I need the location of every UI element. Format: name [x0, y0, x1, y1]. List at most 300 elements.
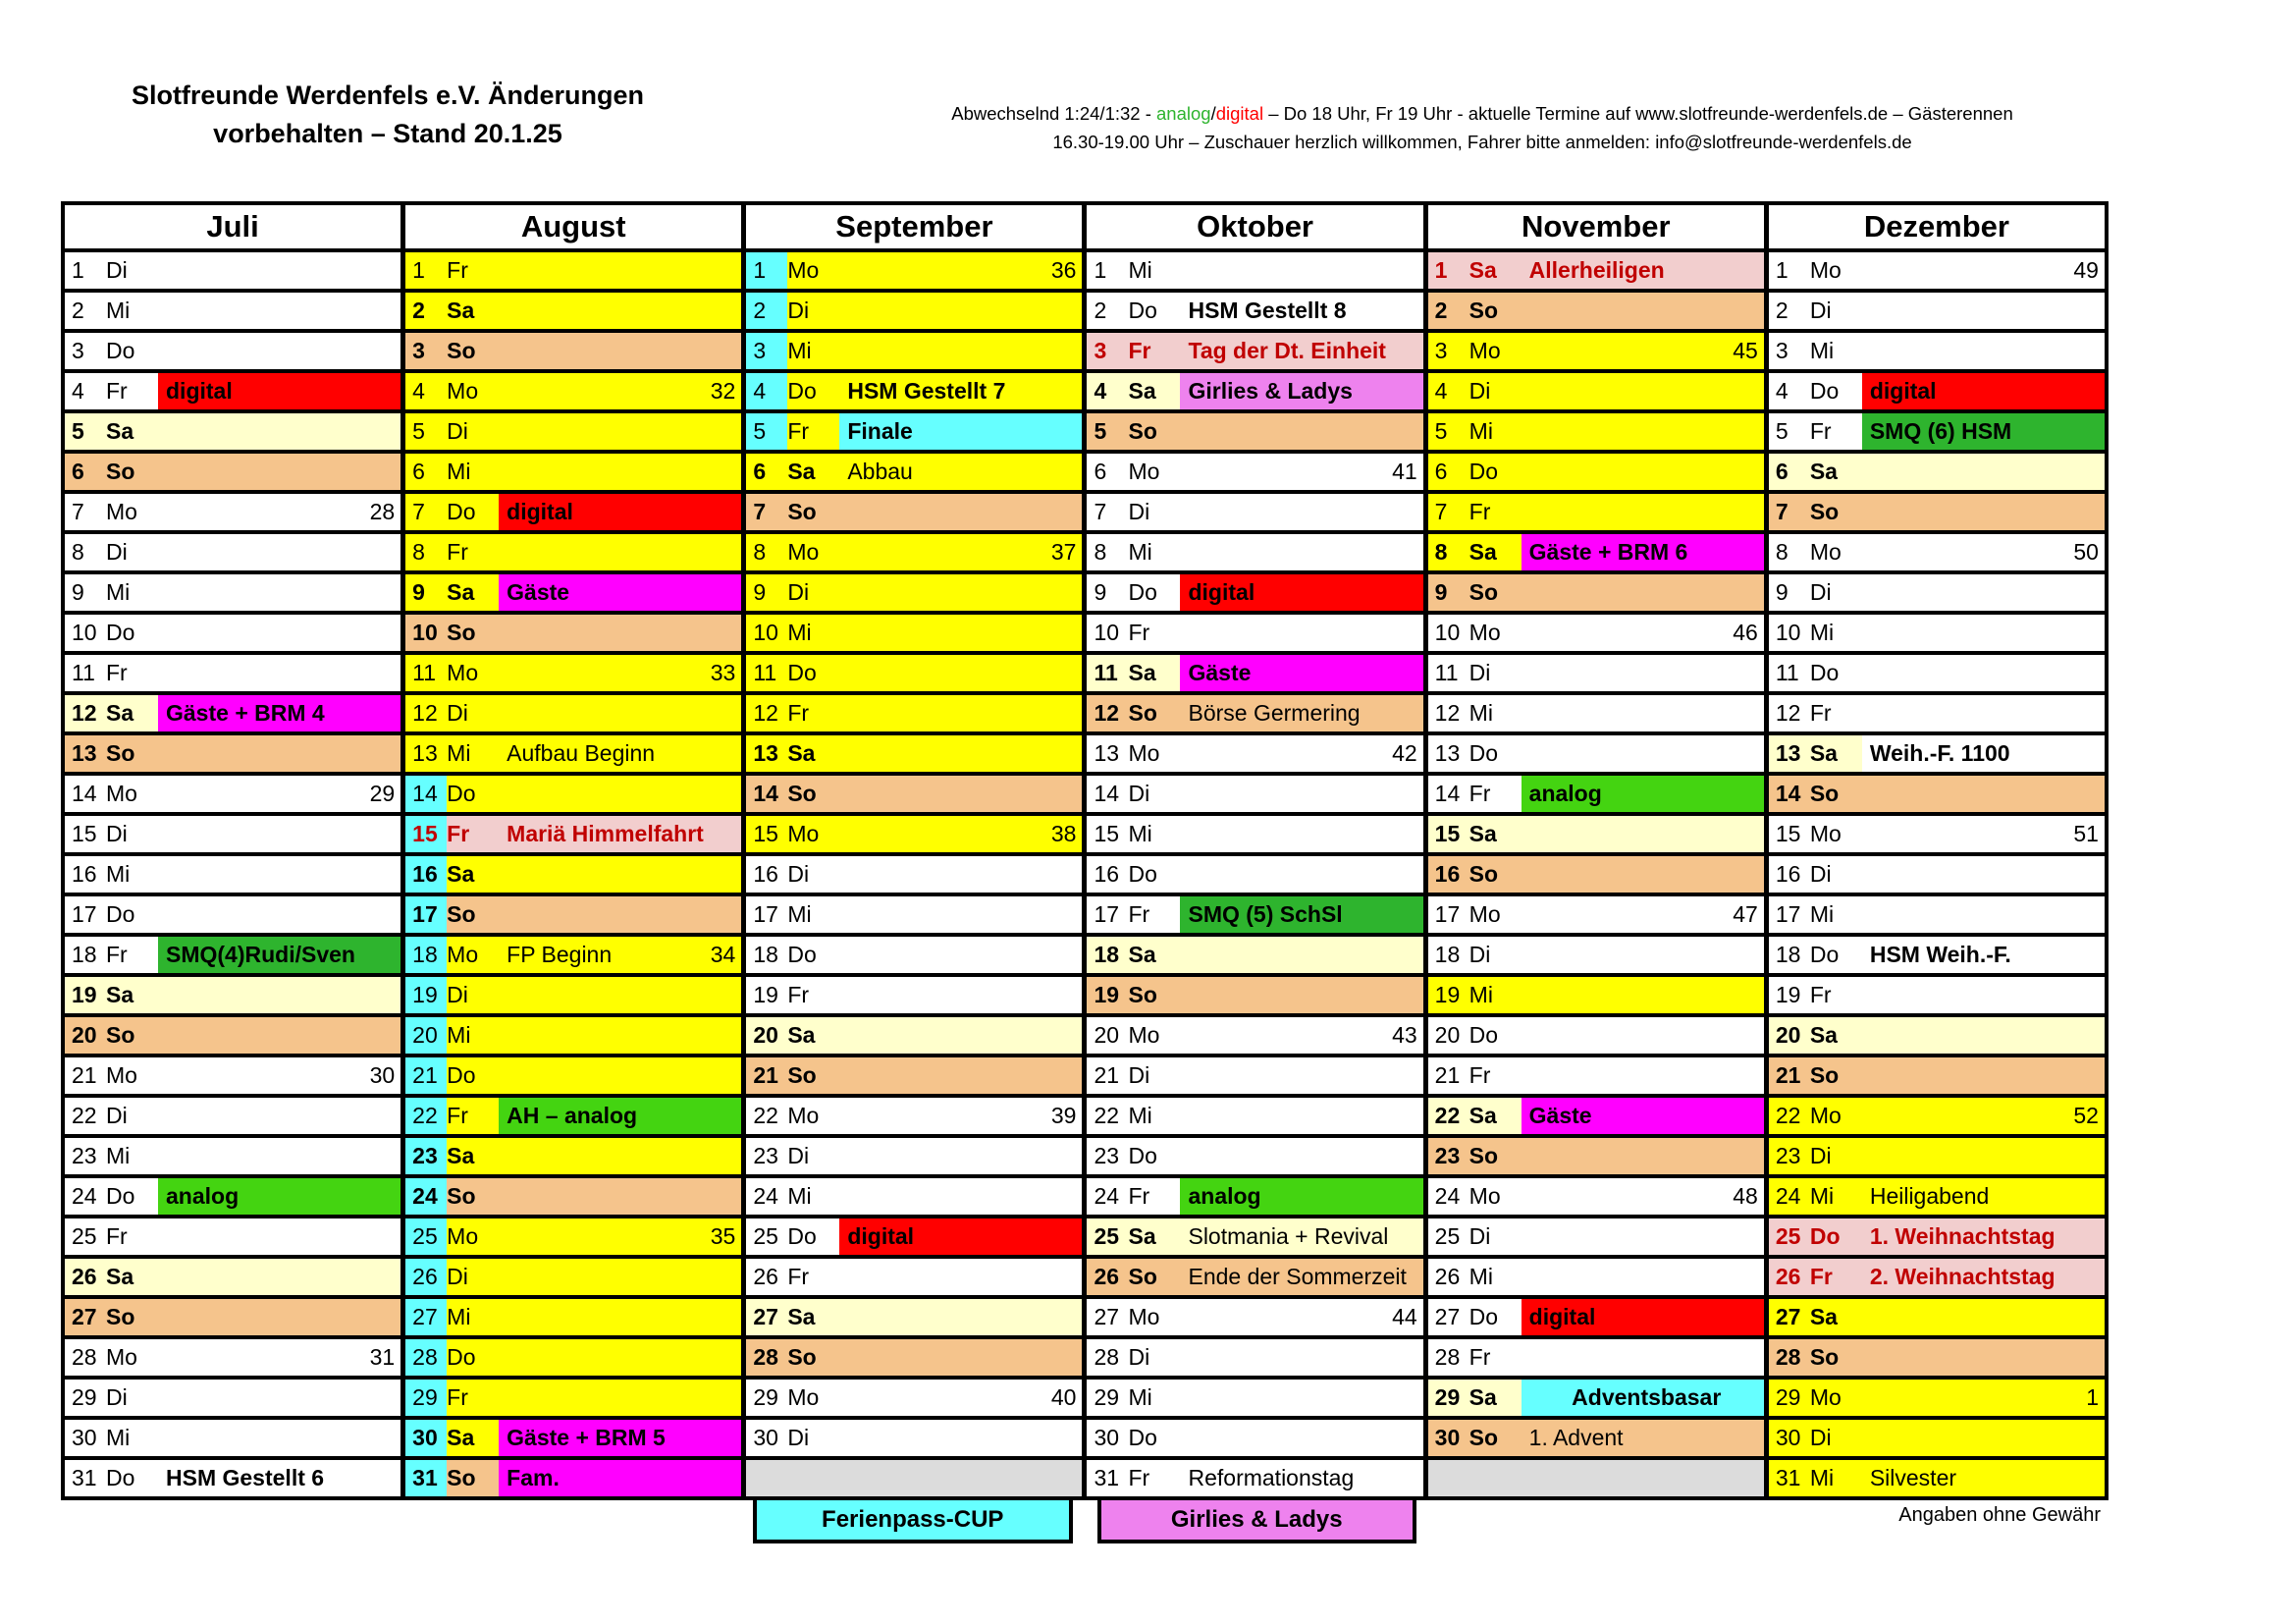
day-row	[65, 655, 400, 691]
day-row	[1087, 816, 1422, 852]
event-area	[499, 1380, 741, 1416]
day-number: 4	[746, 373, 787, 409]
month-col-dezember	[1769, 205, 2105, 1496]
day-row	[1428, 776, 1764, 812]
day-number: 2	[1775, 298, 1789, 323]
weekday-label: Mo	[106, 499, 137, 524]
event-area	[1522, 735, 1764, 772]
event-label: Gäste + BRM 4	[158, 695, 400, 731]
day-row	[65, 896, 400, 933]
week-number: 43	[1392, 1022, 1417, 1048]
event-area	[839, 534, 1049, 570]
weekday-label: Do	[787, 378, 817, 404]
event-area	[839, 816, 1049, 852]
weekday-label: Mi	[1809, 338, 1835, 363]
weekday-label: Mi	[787, 1183, 812, 1209]
event-label: Tag der Dt. Einheit	[1188, 338, 1386, 363]
weekday-label: Sa	[106, 700, 134, 726]
event-area	[839, 896, 1082, 933]
week-number: 49	[2073, 257, 2099, 283]
day-number: 30	[405, 1420, 447, 1456]
weekday-label: Fr	[1809, 982, 1832, 1007]
weekday-label: Mo	[1809, 1103, 1842, 1128]
event-label: SMQ(4)Rudi/Sven	[158, 937, 400, 973]
weekday-label: Fr	[447, 1103, 468, 1128]
weekday-label: Di	[787, 861, 810, 887]
weekday-label: Fr	[106, 660, 128, 685]
weekday-label: Fr	[106, 1223, 128, 1249]
event-label: digital	[1522, 1299, 1764, 1335]
weekday-label: So	[106, 740, 135, 766]
weekday-label: Di	[1809, 579, 1832, 605]
day-row	[1087, 977, 1422, 1013]
day-number: 22	[72, 1103, 97, 1128]
day-number: 28	[1775, 1344, 1801, 1370]
day-row	[1428, 454, 1764, 490]
day-number: 6	[1094, 459, 1107, 484]
footer-empty	[409, 1496, 729, 1543]
event-area	[158, 1098, 400, 1134]
day-number: 19	[1434, 982, 1461, 1007]
weekday-label: So	[1128, 982, 1157, 1007]
event-area	[499, 293, 741, 329]
week-number: 32	[710, 378, 736, 404]
weekday-label: Do	[1128, 1143, 1157, 1168]
day-number: 6	[412, 459, 425, 484]
day-number: 24	[405, 1178, 447, 1215]
day-number: 31	[405, 1460, 447, 1496]
day-row	[1769, 937, 2105, 973]
day-row	[65, 615, 400, 651]
event-area	[1522, 816, 1764, 852]
event-area	[1522, 1138, 1764, 1174]
day-row	[1428, 1098, 1764, 1134]
event-area	[1180, 494, 1422, 530]
event-area	[1862, 977, 2105, 1013]
weekday-label: Fr	[1809, 1264, 1833, 1289]
day-row	[1087, 776, 1422, 812]
event-label: Gäste + BRM 5	[499, 1420, 741, 1456]
day-number: 24	[72, 1183, 97, 1209]
day-number: 22	[1775, 1103, 1801, 1128]
event-area	[1180, 454, 1390, 490]
info-segment: analog	[1156, 103, 1211, 124]
event-area	[158, 977, 400, 1013]
day-row	[1769, 655, 2105, 691]
day-number: 30	[1775, 1425, 1801, 1450]
day-number: 23	[1094, 1143, 1120, 1168]
event-label: digital	[1862, 373, 2105, 409]
day-number: 20	[405, 1017, 447, 1054]
day-number: 9	[72, 579, 84, 605]
day-row	[746, 615, 1082, 651]
day-number: 9	[1775, 579, 1789, 605]
weekday-label: Mi	[1468, 1264, 1493, 1289]
day-number: 5	[412, 418, 425, 444]
day-row	[405, 695, 741, 731]
day-number: 11	[1434, 660, 1459, 685]
weekday-label: Do	[1809, 378, 1840, 404]
day-number: 8	[1434, 539, 1448, 565]
day-number: 18	[1775, 942, 1801, 967]
event-area	[839, 937, 1082, 973]
day-row	[746, 1339, 1082, 1376]
day-number: 26	[753, 1264, 778, 1289]
weekday-label: Fr	[1468, 1344, 1491, 1370]
week-number: 36	[1050, 257, 1077, 283]
day-number: 21	[1434, 1062, 1461, 1088]
day-number: 1	[746, 252, 787, 289]
info-segment: – Do 18 Uhr, Fr 19 Uhr - aktuelle Termine auf www.slotfreunde-werdenfels.de – Gästerennen	[1263, 103, 2013, 124]
day-number: 5	[1434, 418, 1448, 444]
day-number: 7	[753, 499, 767, 524]
day-number: 29	[405, 1380, 447, 1416]
day-number: 9	[412, 579, 425, 605]
day-row	[65, 977, 400, 1013]
month-header-dezember: Dezember	[1769, 205, 2105, 248]
weekday-label: So	[1468, 861, 1499, 887]
info-segment: /	[1210, 103, 1216, 124]
day-number: 8	[412, 539, 425, 565]
weekday-label: Fr	[447, 539, 468, 565]
day-number: 3	[1094, 338, 1107, 363]
weekday-label: Mi	[1468, 418, 1493, 444]
day-row	[746, 252, 1082, 289]
event-area	[1180, 1057, 1422, 1094]
day-number: 20	[1434, 1022, 1461, 1048]
day-row	[1428, 413, 1764, 450]
weekday-label: Do	[447, 1344, 476, 1370]
weekday-label: Sa	[1468, 1103, 1497, 1128]
event-label: Silvester	[1869, 1465, 1957, 1490]
day-number: 23	[1434, 1143, 1461, 1168]
weekday-label: Di	[1128, 499, 1150, 524]
day-row	[1428, 534, 1764, 570]
weekday-label: Di	[447, 1264, 468, 1289]
day-row	[1428, 1420, 1764, 1456]
day-row	[65, 1259, 400, 1295]
day-number: 16	[1775, 861, 1801, 887]
day-row	[1769, 252, 2105, 289]
weekday-label: Di	[1468, 1223, 1491, 1249]
day-row	[1087, 937, 1422, 973]
day-row	[405, 1138, 741, 1174]
weekday-label: So	[1809, 1344, 1840, 1370]
day-number: 16	[1434, 861, 1461, 887]
day-row	[1428, 695, 1764, 731]
event-label: Börse Germering	[1188, 700, 1361, 726]
weekday-label: Sa	[1468, 257, 1497, 283]
day-row	[1428, 937, 1764, 973]
weekday-label: Mi	[106, 579, 131, 605]
day-number: 3	[1434, 338, 1448, 363]
day-row	[405, 856, 741, 893]
weekday-label: Do	[1809, 942, 1840, 967]
day-row	[65, 735, 400, 772]
day-number: 4	[1434, 378, 1448, 404]
day-number: 1	[72, 257, 84, 283]
weekday-label: So	[1468, 298, 1499, 323]
week-number: 34	[710, 942, 736, 967]
weekday-label: Di	[787, 579, 810, 605]
day-row	[746, 896, 1082, 933]
month-header-juli: Juli	[65, 205, 400, 248]
day-number: 13	[1434, 740, 1461, 766]
day-row	[405, 293, 741, 329]
day-number: 13	[1769, 735, 1810, 772]
event-area	[1522, 494, 1764, 530]
weekday-label: So	[1468, 579, 1499, 605]
weekday-label: Sa	[106, 1264, 134, 1289]
event-area	[499, 856, 741, 893]
day-number: 22	[1094, 1103, 1120, 1128]
weekday-label: Fr	[1128, 338, 1151, 363]
weekday-label: Di	[1809, 861, 1832, 887]
day-row	[1769, 1460, 2105, 1496]
day-row	[746, 856, 1082, 893]
day-row	[746, 1380, 1082, 1416]
weekday-label: Di	[787, 1143, 810, 1168]
week-number: 33	[710, 660, 736, 685]
weekday-label: Fr	[787, 982, 810, 1007]
event-label: digital	[158, 373, 400, 409]
day-row	[1087, 1138, 1422, 1174]
weekday-label: Mo	[1468, 901, 1501, 927]
event-area	[158, 534, 400, 570]
day-row	[1769, 1299, 2105, 1335]
weekday-label: So	[447, 1183, 476, 1209]
weekday-label: So	[1128, 1264, 1157, 1289]
event-label: analog	[158, 1178, 400, 1215]
day-number: 9	[753, 579, 767, 605]
day-row	[1428, 856, 1764, 893]
day-row	[405, 977, 741, 1013]
event-label: HSM Gestellt 6	[166, 1465, 325, 1490]
event-area	[1522, 1339, 1764, 1376]
event-label: analog	[1180, 1178, 1422, 1215]
event-area	[1862, 776, 2105, 812]
event-area	[499, 1259, 741, 1295]
event-area	[1862, 574, 2105, 611]
weekday-label: Sa	[106, 982, 134, 1007]
weekday-label: Mo	[106, 1344, 137, 1370]
weekday-label: Mo	[1809, 821, 1842, 846]
weekday-label: Do	[1468, 1022, 1499, 1048]
weekday-label: Mi	[1128, 1103, 1152, 1128]
weekday-label: Di	[1468, 378, 1491, 404]
event-label: Gäste	[1522, 1098, 1764, 1134]
day-row	[65, 1178, 400, 1215]
weekday-label: So	[1809, 781, 1840, 806]
day-row	[746, 977, 1082, 1013]
day-number: 21	[1775, 1062, 1801, 1088]
day-row	[1087, 574, 1422, 611]
weekday-label: Mi	[1128, 539, 1152, 565]
event-area	[1522, 655, 1764, 691]
event-label: digital	[1180, 574, 1422, 611]
day-number: 10	[1094, 620, 1120, 645]
weekday-label: Do	[1468, 740, 1499, 766]
page-title	[69, 77, 707, 153]
week-number: 35	[710, 1223, 736, 1249]
day-row	[1428, 574, 1764, 611]
event-area	[1180, 937, 1422, 973]
event-area	[1180, 735, 1390, 772]
weekday-label: Mo	[787, 1103, 820, 1128]
weekday-label: Do	[106, 338, 135, 363]
weekday-label: Sa	[106, 418, 134, 444]
weekday-label: Sa	[1809, 459, 1838, 484]
weekday-label: Fr	[1128, 1465, 1150, 1490]
day-number: 28	[753, 1344, 778, 1370]
event-area	[499, 776, 741, 812]
day-number: 14	[753, 781, 778, 806]
week-number: 40	[1050, 1384, 1077, 1410]
day-number: 11	[1775, 660, 1799, 685]
week-number: 39	[1050, 1103, 1077, 1128]
weekday-label: Di	[447, 418, 468, 444]
event-area	[158, 776, 368, 812]
weekday-label: Di	[1468, 660, 1491, 685]
day-row	[65, 776, 400, 812]
day-row	[1428, 1339, 1764, 1376]
day-number: 1	[1775, 257, 1789, 283]
event-area	[499, 977, 741, 1013]
weekday-label: Mi	[447, 1304, 471, 1329]
weekday-label: Sa	[1128, 1223, 1156, 1249]
weekday-label: Fr	[106, 942, 128, 967]
day-number: 30	[72, 1425, 97, 1450]
day-row	[1428, 1057, 1764, 1094]
day-row	[405, 534, 741, 570]
day-number: 27	[1094, 1304, 1120, 1329]
day-row	[1428, 1178, 1764, 1215]
day-row	[1428, 373, 1764, 409]
day-number: 4	[1094, 378, 1107, 404]
event-area	[1522, 977, 1764, 1013]
day-row	[746, 373, 1082, 409]
day-row	[65, 1138, 400, 1174]
day-row	[746, 1299, 1082, 1335]
day-row	[1769, 454, 2105, 490]
event-area	[499, 454, 741, 490]
event-label: Allerheiligen	[1528, 257, 1665, 283]
day-row	[405, 655, 741, 691]
event-area	[839, 1017, 1082, 1054]
day-number: 29	[72, 1384, 97, 1410]
day-number: 25	[1775, 1223, 1801, 1249]
event-area	[1522, 333, 1732, 369]
day-row	[746, 937, 1082, 973]
weekday-label: Do	[447, 499, 476, 524]
week-number: 31	[369, 1344, 396, 1370]
event-label: Mariä Himmelfahrt	[507, 821, 704, 846]
event-label: Weih.-F. 1100	[1869, 740, 2010, 766]
day-number: 18	[1434, 942, 1461, 967]
day-number: 19	[1775, 982, 1801, 1007]
day-number: 30	[1434, 1425, 1461, 1450]
event-area	[1522, 856, 1764, 893]
day-number: 1	[1094, 257, 1107, 283]
day-number: 6	[1434, 459, 1448, 484]
day-row	[746, 333, 1082, 369]
month-col-november	[1428, 205, 1764, 1496]
weekday-label: Mo	[447, 942, 479, 967]
day-row	[405, 1299, 741, 1335]
event-area	[158, 896, 400, 933]
day-number: 27	[1434, 1304, 1461, 1329]
event-label: Gäste + BRM 6	[1522, 534, 1764, 570]
event-area	[1862, 856, 2105, 893]
event-area	[1862, 695, 2105, 731]
weekday-label: Do	[1128, 1425, 1157, 1450]
weekday-label: Mo	[1128, 459, 1160, 484]
filler-row	[1428, 1460, 1764, 1496]
footer-empty	[65, 1496, 385, 1543]
event-label: Abbau	[847, 459, 913, 484]
weekday-label: Sa	[1128, 660, 1156, 685]
day-number: 29	[1094, 1384, 1120, 1410]
weekday-label: Mo	[106, 1062, 137, 1088]
event-area	[499, 1057, 741, 1094]
event-area	[1522, 1017, 1764, 1054]
day-number: 16	[1094, 861, 1120, 887]
event-area	[158, 1339, 368, 1376]
weekday-label: Mi	[1468, 700, 1493, 726]
event-area	[1862, 333, 2105, 369]
weekday-label: Mi	[1128, 1384, 1152, 1410]
day-number: 24	[1434, 1183, 1461, 1209]
event-area	[1180, 1017, 1390, 1054]
weekday-label: Mi	[447, 1022, 471, 1048]
day-row	[405, 937, 741, 973]
day-number: 8	[72, 539, 84, 565]
day-number: 5	[72, 418, 84, 444]
day-row	[1428, 293, 1764, 329]
weekday-label: So	[1128, 418, 1157, 444]
event-area	[499, 896, 741, 933]
weekday-label: Mo	[106, 781, 137, 806]
event-label: FP Beginn	[507, 942, 613, 967]
day-row	[746, 494, 1082, 530]
event-area	[1180, 776, 1422, 812]
day-row	[1769, 413, 2105, 450]
weekday-label: Do	[1128, 298, 1157, 323]
day-number: 1	[412, 257, 425, 283]
weekday-label: Sa	[1809, 1022, 1838, 1048]
event-area	[1180, 1098, 1422, 1134]
event-area	[1522, 1178, 1732, 1215]
weekday-label: So	[787, 781, 817, 806]
day-number: 25	[1434, 1223, 1461, 1249]
day-row	[746, 574, 1082, 611]
event-area	[158, 1218, 400, 1255]
event-area	[158, 454, 400, 490]
day-number: 21	[753, 1062, 778, 1088]
day-row	[65, 1420, 400, 1456]
day-number: 15	[1094, 821, 1120, 846]
weekday-label: Do	[1468, 459, 1499, 484]
event-area	[499, 615, 741, 651]
day-number: 9	[1434, 579, 1448, 605]
weekday-label: So	[1809, 499, 1840, 524]
day-number: 26	[72, 1264, 97, 1289]
day-number: 30	[1094, 1425, 1120, 1450]
day-row	[1428, 1299, 1764, 1335]
day-row	[746, 1017, 1082, 1054]
day-row	[1769, 1339, 2105, 1376]
day-number: 20	[753, 1022, 778, 1048]
